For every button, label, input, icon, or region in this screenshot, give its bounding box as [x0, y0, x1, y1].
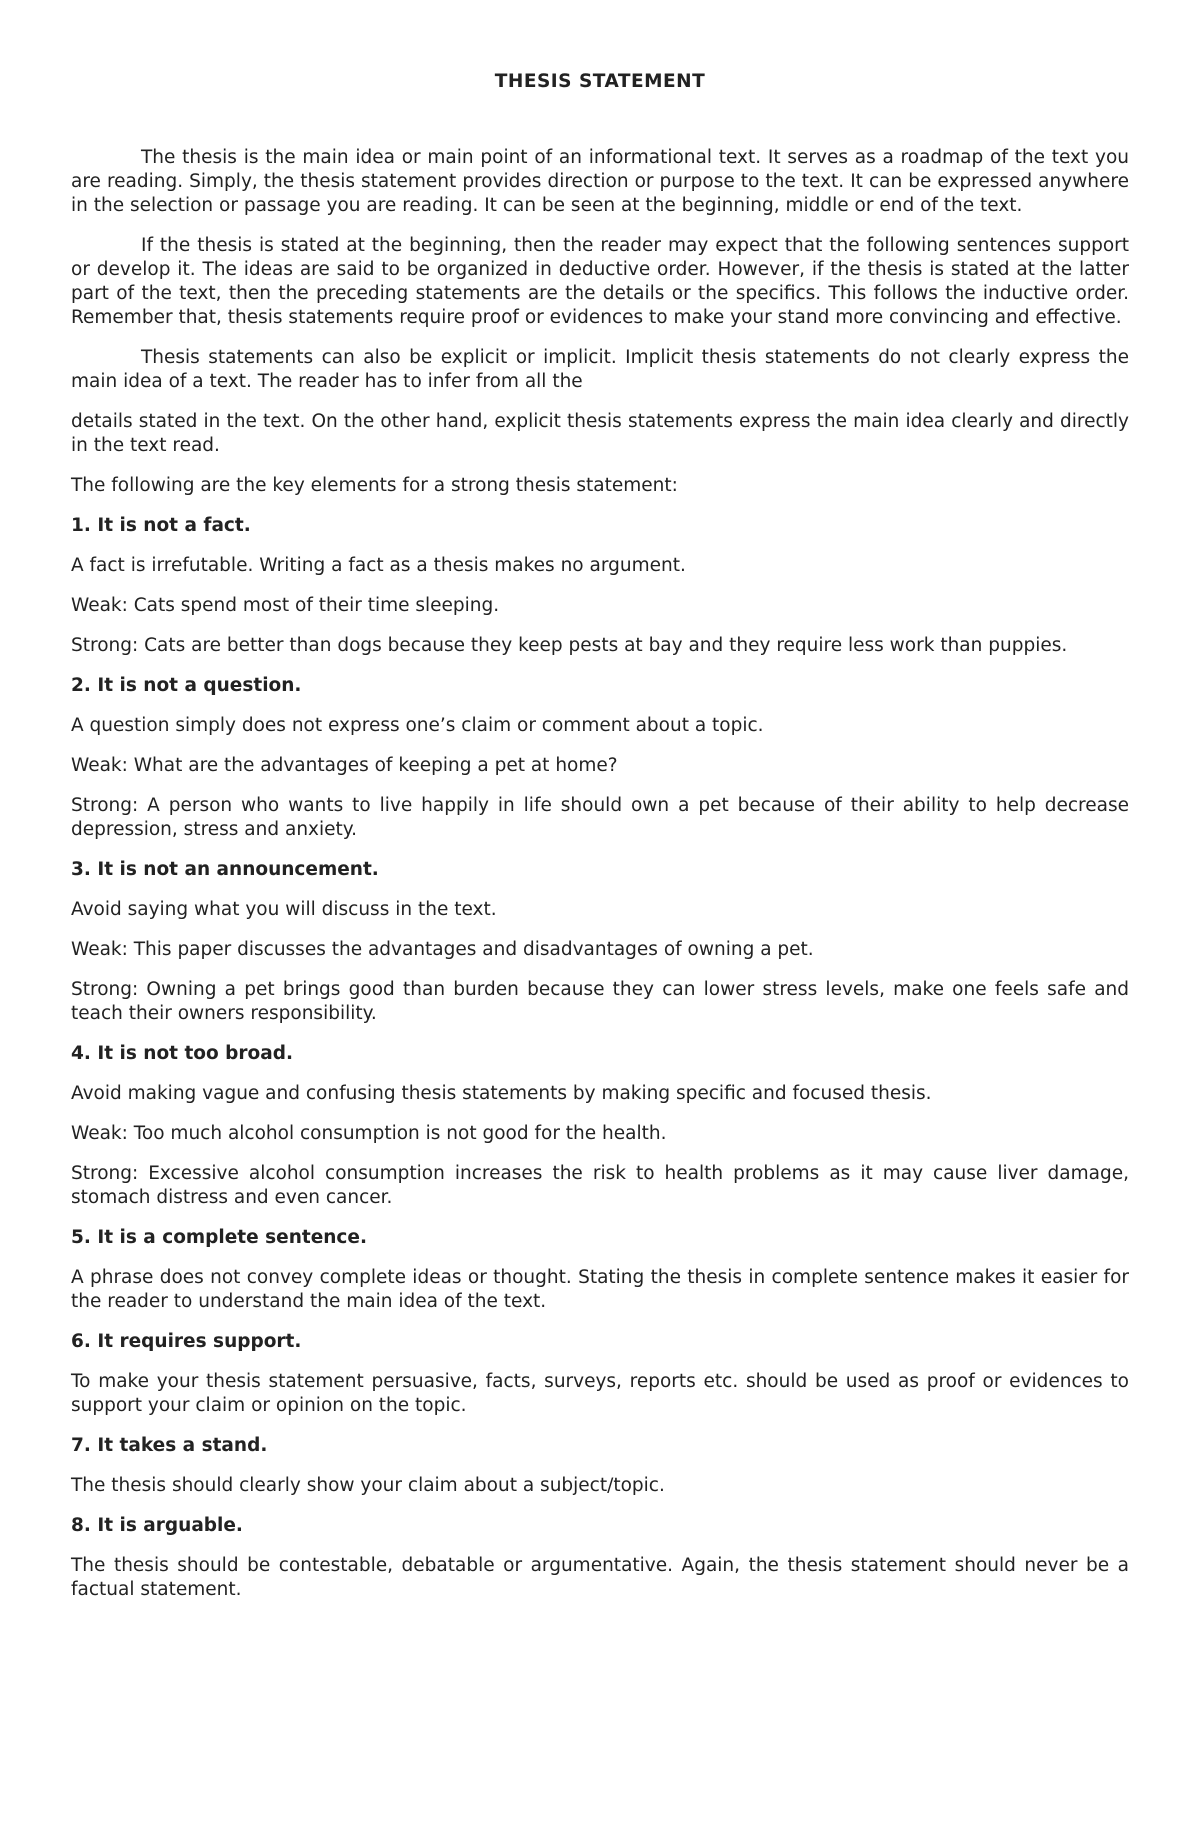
element-description: A fact is irrefutable. Writing a fact as a thesis makes no argument.	[71, 555, 686, 576]
strong-example: Strong: A person who wants to live happily in life should own a pet because of their ability to help decrease depression, stress and anxiety.	[71, 795, 1129, 840]
element-heading: 8. It is arguable.	[71, 1515, 243, 1536]
element-heading: 7. It takes a stand.	[71, 1435, 268, 1456]
intro-paragraph: details stated in the text. On the other hand, explicit thesis statements express the main idea clearly and directly in the text read.	[71, 411, 1129, 456]
page-title: THESIS STATEMENT	[494, 71, 706, 92]
element-description: The thesis should be contestable, debatable or argumentative. Again, the thesis statement should never be a factual statement.	[71, 1555, 1129, 1600]
intro-paragraph: Thesis statements can also be explicit or implicit. Implicit thesis statements do not clearly express the main idea of a text. The reader has to infer from all the	[71, 347, 1129, 392]
element-heading: 2. It is not a question.	[71, 675, 302, 696]
weak-example: Weak: Cats spend most of their time sleeping.	[71, 595, 500, 616]
intro-paragraph: The following are the key elements for a strong thesis statement:	[71, 475, 678, 496]
element-heading: 3. It is not an announcement.	[71, 859, 379, 880]
strong-example: Strong: Excessive alcohol consumption increases the risk to health problems as it may cause liver damage, stomach distress and even cancer.	[71, 1163, 1129, 1208]
strong-example: Strong: Owning a pet brings good than burden because they can lower stress levels, make one feels safe and teach their owners responsibility.	[71, 979, 1129, 1024]
element-description: The thesis should clearly show your claim about a subject/topic.	[71, 1475, 665, 1496]
element-description: Avoid saying what you will discuss in the text.	[71, 899, 497, 920]
intro-paragraph: If the thesis is stated at the beginning, then the reader may expect that the following sentences support or develop it. The ideas are said to be organized in deductive order. However, if the thesis is stated at the latter part of the text, then the preceding statements are the details or the specifics. This follows the inductive order. Remember that, thesis statements require proof or evidences to make your stand more convincing and effective.	[71, 235, 1129, 328]
element-description: Avoid making vague and confusing thesis statements by making specific and focused thesis.	[71, 1083, 932, 1104]
element-heading: 6. It requires support.	[71, 1331, 302, 1352]
element-description: To make your thesis statement persuasive, facts, surveys, reports etc. should be used as proof or evidences to support your claim or opinion on the topic.	[71, 1371, 1129, 1416]
document-page	[71, 60, 1129, 1618]
weak-example: Weak: Too much alcohol consumption is not good for the health.	[71, 1123, 667, 1144]
element-heading: 5. It is a complete sentence.	[71, 1227, 367, 1248]
element-description: A phrase does not convey complete ideas or thought. Stating the thesis in complete sentence makes it easier for the reader to understand the main idea of the text.	[71, 1267, 1129, 1312]
intro-paragraph: The thesis is the main idea or main point of an informational text. It serves as a roadmap of the text you are reading. Simply, the thesis statement provides direction or purpose to the text. It can be expressed anywhere in the selection or passage you are reading. It can be seen at the beginning, middle or end of the text.	[71, 147, 1129, 216]
element-heading: 4. It is not too broad.	[71, 1043, 293, 1064]
element-heading: 1. It is not a fact.	[71, 515, 251, 536]
element-description: A question simply does not express one’s claim or comment about a topic.	[71, 715, 764, 736]
strong-example: Strong: Cats are better than dogs because they keep pests at bay and they require less work than puppies.	[71, 635, 1068, 656]
weak-example: Weak: This paper discusses the advantages and disadvantages of owning a pet.	[71, 939, 814, 960]
weak-example: Weak: What are the advantages of keeping a pet at home?	[71, 755, 618, 776]
